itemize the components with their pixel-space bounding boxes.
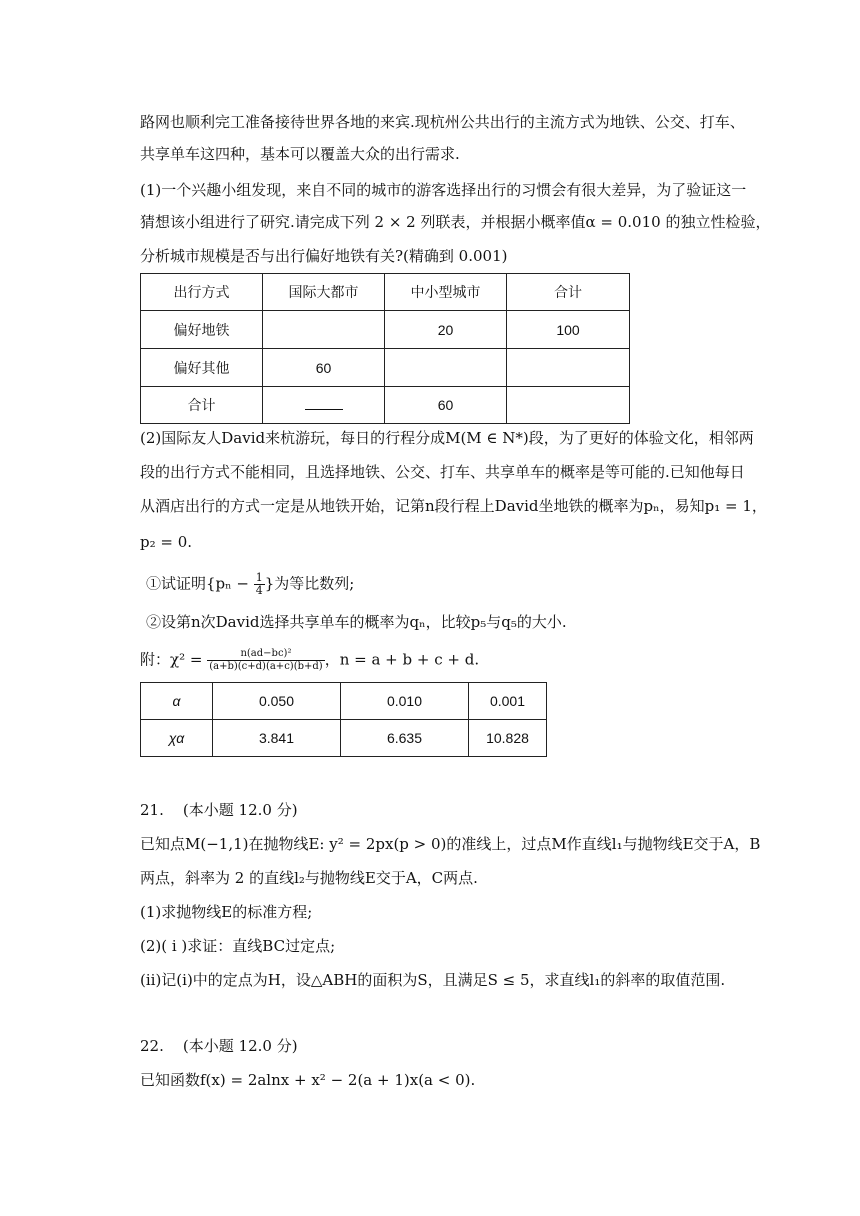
sub1-suffix: }为等比数列; bbox=[264, 574, 355, 593]
table2-cell: 10.828 bbox=[469, 720, 547, 757]
table2-cell: 0.010 bbox=[341, 683, 469, 720]
table1-cell bbox=[507, 387, 630, 424]
frac-numerator: 1 bbox=[255, 571, 263, 584]
part1-line-1: (1)一个兴趣小组发现，来自不同的城市的游客选择出行的习惯会有很大差异，为了验证这一 bbox=[140, 181, 747, 199]
part1-line-2: 猜想该小组进行了研究.请完成下列 2 × 2 列联表，并根据小概率值α = 0.010 的独立性检验， bbox=[140, 213, 771, 231]
q21-line-4: (2)( i )求证：直线BC过定点; bbox=[140, 937, 336, 955]
q22-line-1: 已知函数f(x) = 2alnx + x² − 2(a + 1)x(a < 0). bbox=[140, 1071, 476, 1089]
table1-header-0: 出行方式 bbox=[141, 274, 263, 311]
table1-cell bbox=[507, 349, 630, 387]
table2-cell: 3.841 bbox=[213, 720, 341, 757]
part2-line-2: 段的出行方式不能相同，且选择地铁、公交、打车、共享单车的概率是等可能的.已知他每日 bbox=[140, 463, 745, 481]
part1-line-3: 分析城市规模是否与出行偏好地铁有关?(精确到 0.001) bbox=[140, 247, 508, 265]
table1-header-3: 合计 bbox=[507, 274, 630, 311]
table1-header-1: 国际大都市 bbox=[263, 274, 385, 311]
table1-cell bbox=[385, 349, 507, 387]
table1-header-2: 中小型城市 bbox=[385, 274, 507, 311]
table1-blank-cell bbox=[263, 387, 385, 424]
chi-denominator: (a+b)(c+d)(a+c)(b+d) bbox=[209, 661, 323, 672]
q21-line-3: (1)求抛物线E的标准方程; bbox=[140, 903, 313, 921]
q21-line-5: (ⅱ)记(ⅰ)中的定点为H，设△ABH的面积为S，且满足S ≤ 5，求直线l₁的斜率的取值范围. bbox=[140, 971, 726, 989]
q21-line-2: 两点，斜率为 2 的直线l₂与抛物线E交于A，C两点. bbox=[140, 869, 478, 887]
answer-blank bbox=[305, 397, 343, 410]
appendix-suffix: ，n = a + b + c + d. bbox=[324, 650, 480, 669]
table2-cell: 0.001 bbox=[469, 683, 547, 720]
part2-line-4: p₂ = 0. bbox=[140, 533, 193, 551]
table2-cell: α bbox=[141, 683, 213, 720]
table2-cell: 0.050 bbox=[213, 683, 341, 720]
frac-denominator: 4 bbox=[255, 584, 263, 597]
table1-cell: 100 bbox=[507, 311, 630, 349]
table2-cell: 6.635 bbox=[341, 720, 469, 757]
chi-numerator: n(ad−bc)² bbox=[207, 648, 324, 661]
q21-line-1: 已知点M(−1,1)在抛物线E: y² = 2px(p > 0)的准线上，过点M作直线l₁与抛物线E交于A，B bbox=[140, 835, 761, 853]
q21-header: 21. (本小题 12.0 分) bbox=[140, 801, 298, 819]
fraction-one-quarter bbox=[254, 572, 265, 597]
part2-line-1: (2)国际友人David来杭游玩，每日的行程分成M(M ∈ N*)段，为了更好的体验文化，相邻两 bbox=[140, 429, 754, 447]
table1-cell: 60 bbox=[385, 387, 507, 424]
intro-line-2: 共享单车这四种，基本可以覆盖大众的出行需求. bbox=[140, 145, 460, 163]
chi-square-fraction bbox=[207, 648, 324, 673]
appendix-formula bbox=[140, 648, 479, 673]
table1-cell: 60 bbox=[263, 349, 385, 387]
table1-cell bbox=[263, 311, 385, 349]
part2-line-3: 从酒店出行的方式一定是从地铁开始，记第n段行程上David坐地铁的概率为pₙ，易知p₁ = 1， bbox=[140, 497, 767, 515]
table1-cell: 偏好地铁 bbox=[141, 311, 263, 349]
part2-sub1 bbox=[146, 572, 354, 597]
table1-cell: 合计 bbox=[141, 387, 263, 424]
sub1-prefix: ①试证明{pₙ − bbox=[146, 574, 254, 593]
table2-cell: χα bbox=[141, 720, 213, 757]
contingency-table bbox=[140, 273, 630, 424]
part2-sub2: ②设第n次David选择共享单车的概率为qₙ，比较p₅与q₅的大小. bbox=[146, 613, 567, 631]
table1-cell: 偏好其他 bbox=[141, 349, 263, 387]
critical-value-table bbox=[140, 682, 547, 757]
appendix-prefix: 附：χ² = bbox=[140, 650, 208, 669]
q22-header: 22. (本小题 12.0 分) bbox=[140, 1037, 298, 1055]
table1-cell: 20 bbox=[385, 311, 507, 349]
intro-line-1: 路网也顺利完工准备接待世界各地的来宾.现杭州公共出行的主流方式为地铁、公交、打车、 bbox=[140, 113, 745, 131]
